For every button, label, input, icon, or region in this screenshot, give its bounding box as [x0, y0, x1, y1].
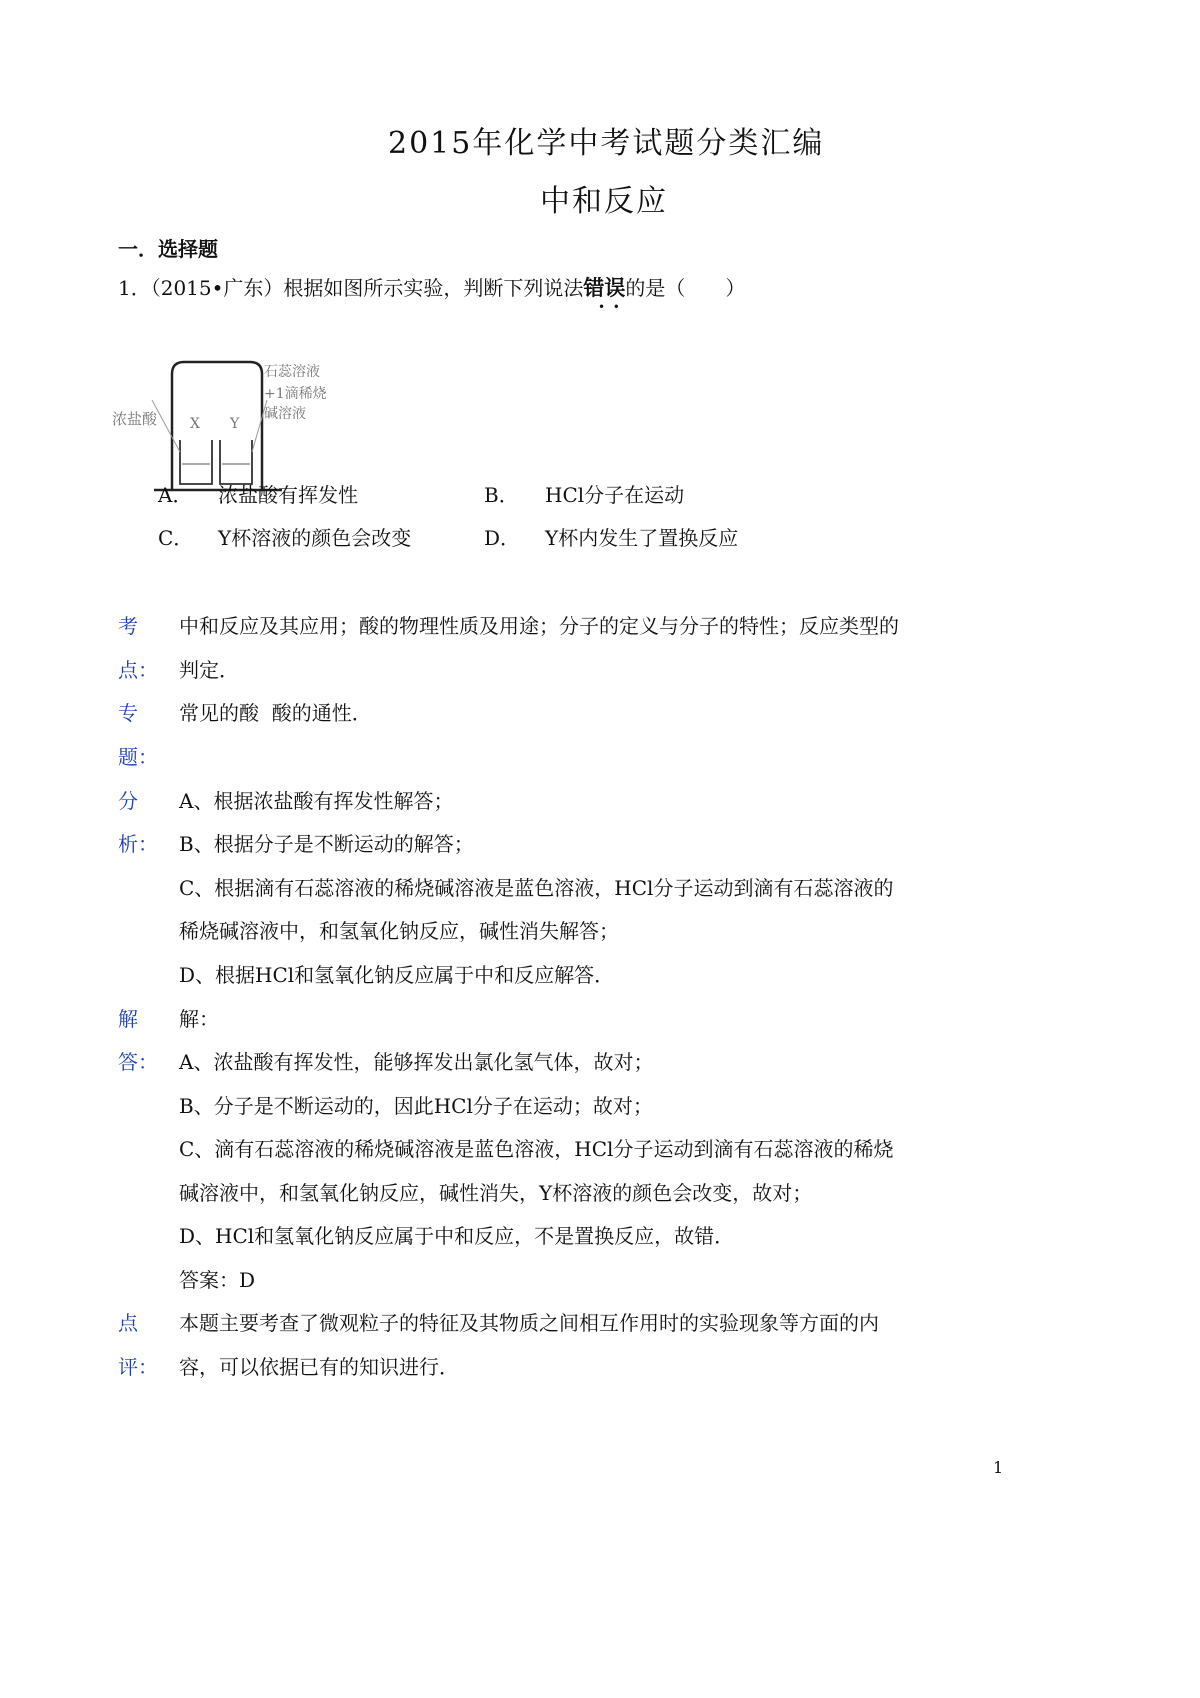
jieda-line-1: 解：: [179, 1007, 219, 1031]
option-b-text: HCl分子在运动: [545, 483, 685, 507]
dianping-line-1: 本题主要考查了微观粒子的特征及其物质之间相互作用时的实验现象等方面的内: [179, 1311, 879, 1335]
kaodian-label-1: 考: [118, 614, 138, 638]
page-number: 1: [993, 1458, 1004, 1477]
zhuanti-text: 常见的酸 酸的通性．: [179, 701, 372, 725]
zhuanti-label-2: 题：: [118, 745, 158, 769]
jieda-answer: 答案：D: [179, 1268, 256, 1292]
beaker-y: [220, 440, 252, 484]
fenxi-label-1: 分: [118, 789, 138, 813]
section-heading: 一．选择题: [118, 237, 218, 261]
bell-jar: [172, 362, 262, 490]
fenxi-line-4: 稀烧碱溶液中，和氢氧化钠反应，碱性消失解答；: [179, 919, 619, 943]
option-b-letter: B．: [484, 483, 519, 507]
option-d-letter: D．: [484, 526, 521, 550]
zhuanti-label-1: 专: [118, 701, 138, 725]
kaodian-label-2: 点：: [118, 658, 158, 682]
question-emphasis: 错误: [583, 276, 626, 300]
right-label-line-3: 碱溶液: [264, 406, 306, 422]
emphasis-dots: • •: [598, 300, 620, 314]
fenxi-line-2: B、根据分子是不断运动的解答；: [179, 832, 474, 856]
kaodian-line-1: 中和反应及其应用；酸的物理性质及用途；分子的定义与分子的特性；反应类型的: [179, 614, 899, 638]
experiment-diagram: [112, 360, 402, 495]
jieda-line-3: B、分子是不断运动的，因此HCl分子在运动；故对；: [179, 1094, 653, 1118]
document-title: 2015年化学中考试题分类汇编: [388, 126, 825, 161]
option-d-text: Y杯内发生了置换反应: [545, 526, 739, 550]
right-label-line-2: +1滴稀烧: [264, 386, 327, 402]
dianping-line-2: 容，可以依据已有的知识进行．: [179, 1355, 459, 1379]
question-stem: [118, 272, 745, 302]
fenxi-line-5: D、根据HCl和氢氧化钠反应属于中和反应解答．: [179, 963, 615, 987]
jieda-line-5: 碱溶液中，和氢氧化钠反应，碱性消失，Y杯溶液的颜色会改变，故对；: [179, 1181, 813, 1205]
option-a-text: 浓盐酸有挥发性: [218, 483, 358, 507]
option-a-letter: A．: [158, 483, 193, 507]
dianping-label-2: 评：: [118, 1355, 158, 1379]
dianping-label-1: 点: [118, 1311, 138, 1335]
jieda-label-1: 解: [118, 1007, 138, 1031]
jieda-line-2: A、浓盐酸有挥发性，能够挥发出氯化氢气体，故对；: [179, 1050, 654, 1074]
left-label: 浓盐酸: [112, 410, 158, 428]
option-c-letter: C．: [158, 526, 194, 550]
jieda-line-6: D、HCl和氢氧化钠反应属于中和反应，不是置换反应，故错．: [179, 1224, 735, 1248]
fenxi-line-3: C、根据滴有石蕊溶液的稀烧碱溶液是蓝色溶液，HCl分子运动到滴有石蕊溶液的: [179, 876, 894, 900]
option-c-text: Y杯溶液的颜色会改变: [218, 526, 412, 550]
jieda-line-4: C、滴有石蕊溶液的稀烧碱溶液是蓝色溶液，HCl分子运动到滴有石蕊溶液的稀烧: [179, 1137, 894, 1161]
jieda-label-2: 答：: [118, 1050, 158, 1074]
document-subtitle: 中和反应: [540, 184, 668, 219]
beaker-x: [180, 440, 212, 484]
fenxi-line-1: A、根据浓盐酸有挥发性解答；: [179, 789, 454, 813]
question-suffix: 的是（ ）: [625, 276, 746, 300]
right-label-line-1: 石蕊溶液: [264, 364, 320, 380]
fenxi-label-2: 析：: [118, 832, 158, 856]
cup-y-label: Y: [230, 416, 240, 432]
question-prefix: 1．（2015•广东）根据如图所示实验，判断下列说法: [118, 276, 584, 300]
kaodian-line-2: 判定．: [179, 658, 239, 682]
cup-x-label: X: [190, 416, 200, 432]
